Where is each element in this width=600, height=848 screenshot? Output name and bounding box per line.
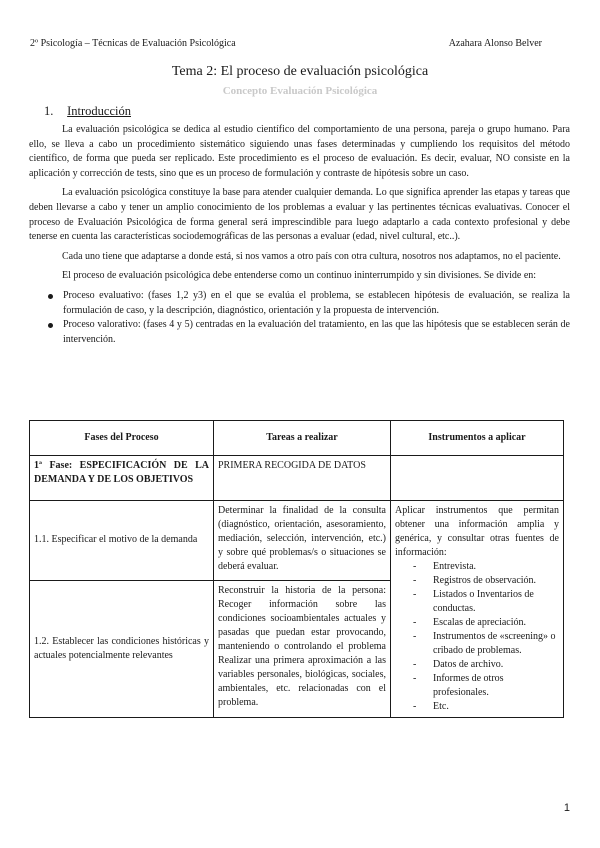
task-cell: Reconstruir la historia de la persona: Recoger información sobre las condiciones socioambientales actuales y pasadas que puedan estar provocando, manteniendo o controlando el problema Realizar una primera aproximación a las variables personales, biológicas, sociales, ambientales, etc. relacionadas con el problema. — [214, 580, 391, 717]
instruments-list — [395, 560, 559, 714]
list-item: - Registros de observación. — [395, 574, 559, 588]
page-title: Tema 2: El proceso de evaluación psicológica — [171, 64, 429, 79]
section-heading — [44, 104, 131, 119]
phase-cell: 1.1. Especificar el motivo de la demanda — [30, 501, 214, 581]
instruments-intro: Aplicar instrumentos que permitan obtener una información amplia y genérica, y consultar otras fuentes de información: — [395, 505, 559, 558]
page-subtitle: Concepto Evaluación Psicológica — [222, 85, 378, 97]
list-item: - Datos de archivo. — [395, 658, 559, 672]
body-text — [29, 123, 570, 347]
list-item: - Etc. — [395, 700, 559, 714]
phase-cell: 1.2. Establecer las condiciones históricas y actuales potencialmente relevantes — [30, 580, 214, 717]
col-header-instruments: Instrumentos a aplicar — [391, 421, 564, 456]
bullet-item: Proceso evaluativo: (fases 1,2 y3) en el que se evalúa el problema, se establecen hipótesis de evaluación, se realiza la formulación de caso, y la descripción, diagnóstico, orientación y la propuesta de intervención. — [63, 289, 570, 318]
instrument-cell — [391, 456, 564, 501]
paragraph: El proceso de evaluación psicológica debe entenderse como un continuo ininterrumpido y sin divisiones. Se divide en: — [62, 270, 537, 282]
bullet-list — [29, 289, 570, 347]
list-item: - Escalas de apreciación. — [395, 616, 559, 630]
phase-cell: 1ª Fase: ESPECIFICACIÓN DE LA DEMANDA Y DE LOS OBJETIVOS — [30, 456, 214, 501]
header-course: 2º Psicología – Técnicas de Evaluación Psicológica — [30, 38, 236, 49]
task-cell: Determinar la finalidad de la consulta (diagnóstico, orientación, asesoramiento, mediación, selección, intervención, etc.) y sobre qué problemas/s o situaciones se deberá evaluar. — [214, 501, 391, 581]
col-header-tasks: Tareas a realizar — [214, 421, 391, 456]
task-cell: PRIMERA RECOGIDA DE DATOS — [214, 456, 391, 501]
paragraph: Cada uno tiene que adaptarse a donde está, si nos vamos a otro país con otra cultura, nosotros nos adaptamos, no el paciente. — [62, 250, 561, 262]
table-row — [30, 501, 564, 581]
bullet-item: Proceso valorativo: (fases 4 y 5) centradas en la evaluación del tratamiento, en las que las hipótesis que se establecen serán de intervención. — [63, 318, 570, 347]
paragraph: La evaluación psicológica se dedica al estudio científico del comportamiento de una persona, pareja o grupo humano. Para ello, se lleva a cabo un procedimiento sistemático siguiendo unas fases determinadas y cumpliendo los requisitos del método científico, de forma que pueda ser replicado. Este procedimiento es el proceso de evaluación. Es decir, evaluar, NO consiste en la aplicación y corrección de tests, sino que es un proceso de formulación y contraste de hipótesis sobre un caso. — [29, 124, 570, 179]
section-label: Introducción — [67, 104, 131, 118]
table-row — [30, 456, 564, 501]
page-number: 1 — [563, 802, 570, 814]
list-item: - Instrumentos de «screening» o cribado de problemas. — [395, 630, 559, 658]
col-header-phases: Fases del Proceso — [30, 421, 214, 456]
header-author: Azahara Alonso Belver — [448, 38, 542, 49]
table-header-row — [30, 421, 564, 456]
list-item: - Entrevista. — [395, 560, 559, 574]
instrument-cell — [391, 501, 564, 718]
section-number: 1. — [44, 104, 54, 118]
paragraph: La evaluación psicológica constituye la base para atender cualquier demanda. Lo que significa aprender las etapas y tareas que deben llevarse a cabo y tener un amplio conocimiento de los problemas a evaluar y las pertinentes técnicas evaluativas. Conocer el proceso de Evaluación Psicológica de forma general será imprescindible para luego adaptarlo a cada contexto profesional y debe tenerse en cuenta las características sociodemográficas de las personas a evaluar (edad, nivel cultural, etc..). — [29, 187, 570, 243]
list-item: - Listados o Inventarios de conductas. — [395, 588, 559, 616]
phases-table — [29, 420, 564, 718]
list-item: - Informes de otros profesionales. — [395, 672, 559, 700]
